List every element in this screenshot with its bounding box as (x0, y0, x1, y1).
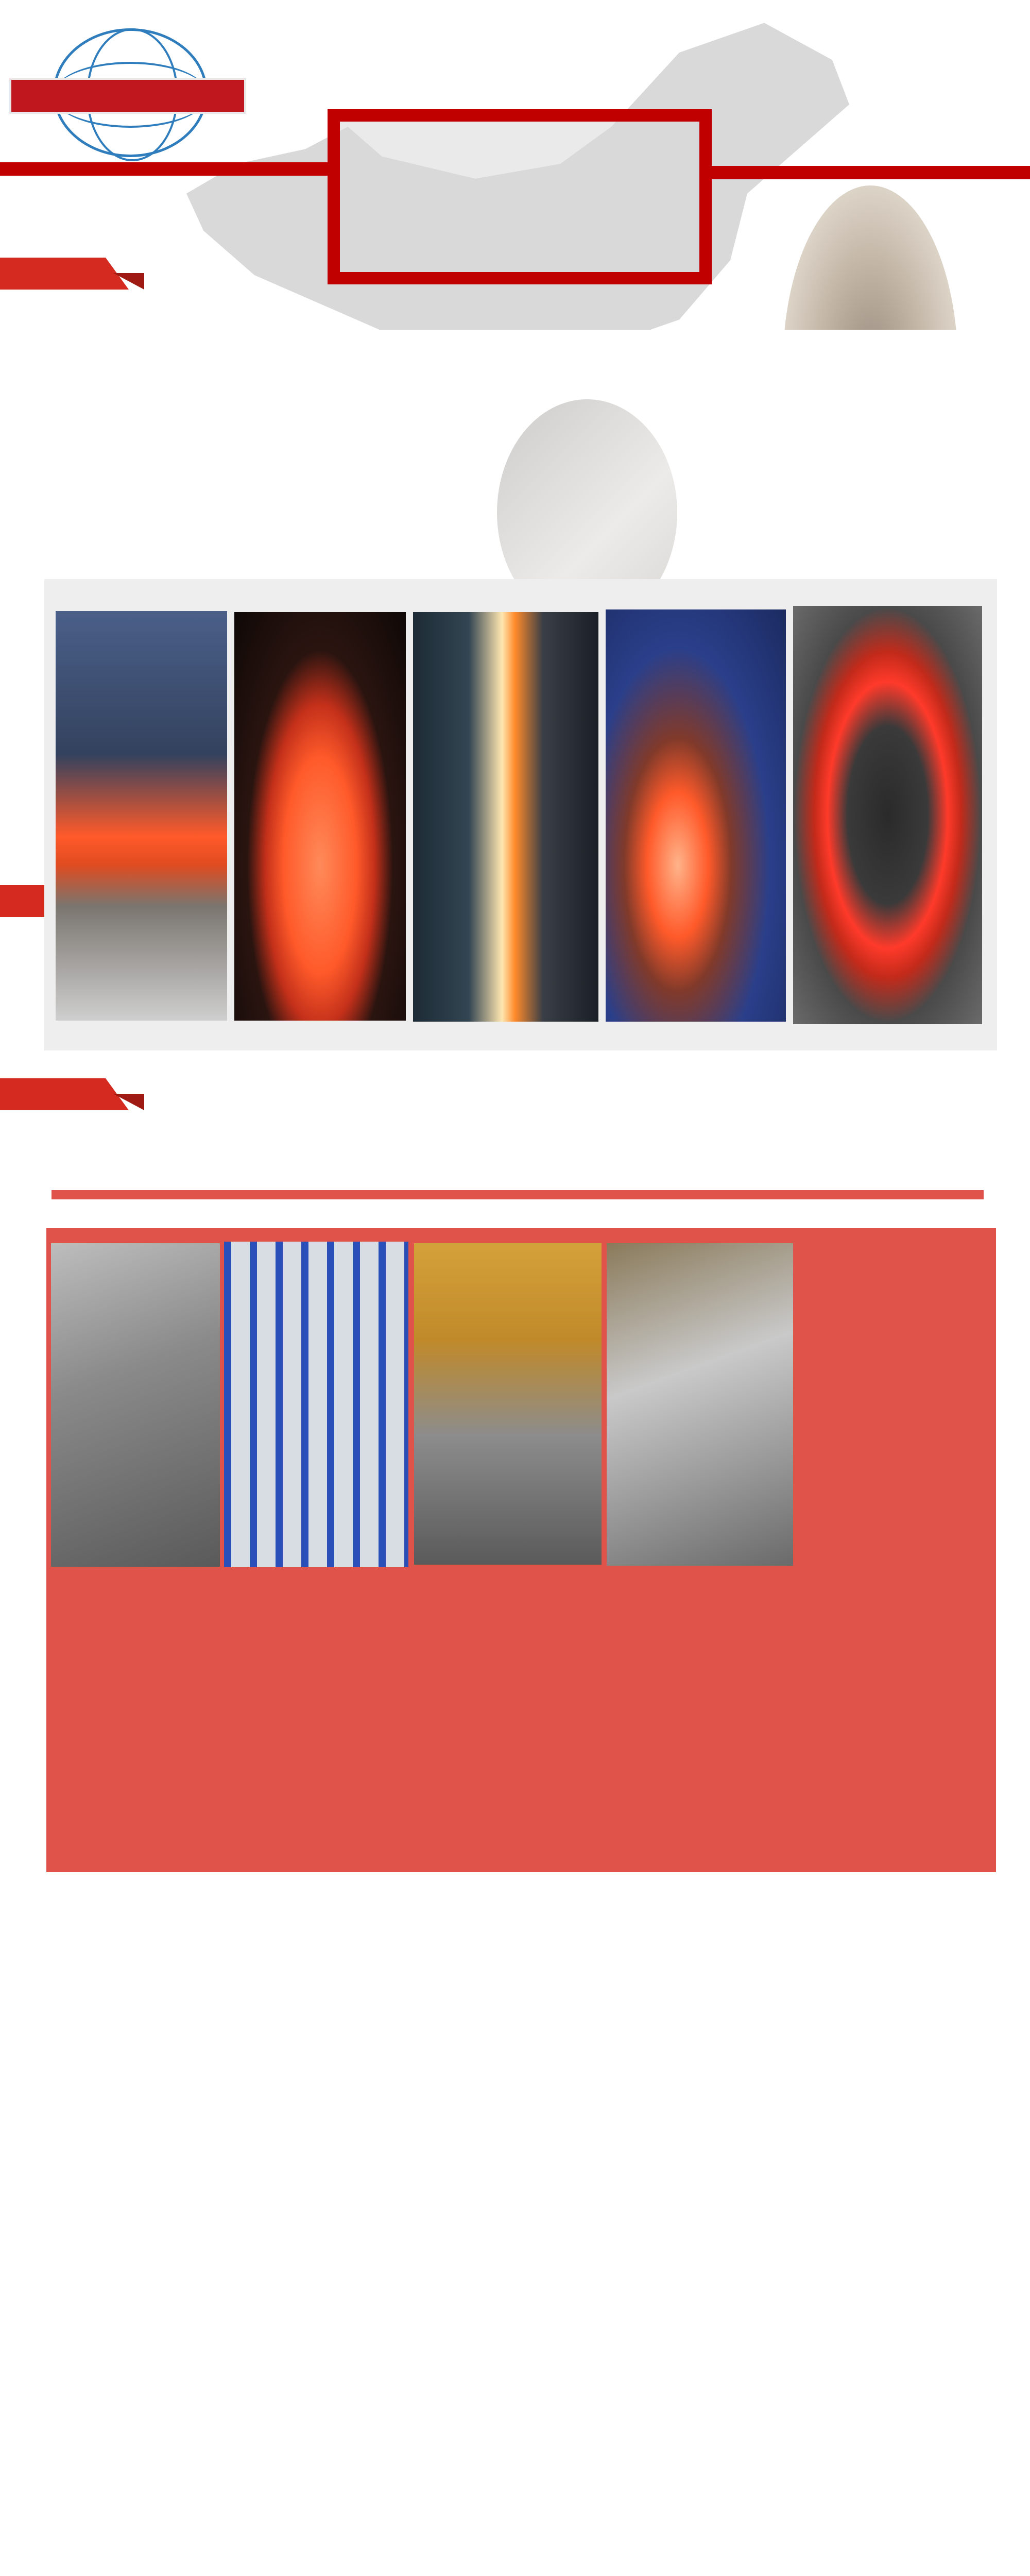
forging-photo-5 (793, 606, 982, 1024)
hero-title-box (328, 109, 712, 284)
forging-photo-2 (234, 612, 406, 1021)
section-tab-intro (0, 258, 144, 290)
hero-rule-left (0, 162, 330, 176)
section-tab-products (0, 1078, 144, 1110)
products-divider (52, 1190, 984, 1199)
forging-photo-4 (606, 609, 786, 1022)
product-photo-elbows (607, 1243, 793, 1566)
forging-photo-1 (56, 611, 227, 1021)
steel-coil-image (783, 185, 958, 330)
hero-rule-right (711, 166, 1030, 179)
forging-photo-3 (413, 612, 598, 1022)
hero-banner (0, 0, 1030, 330)
product-photo-press (414, 1243, 602, 1565)
product-photo-plate (51, 1243, 220, 1567)
yaori-logo[interactable] (9, 28, 246, 157)
product-photo-fittings (224, 1242, 408, 1567)
logo-text (9, 78, 246, 114)
company-intro (10, 335, 1020, 392)
